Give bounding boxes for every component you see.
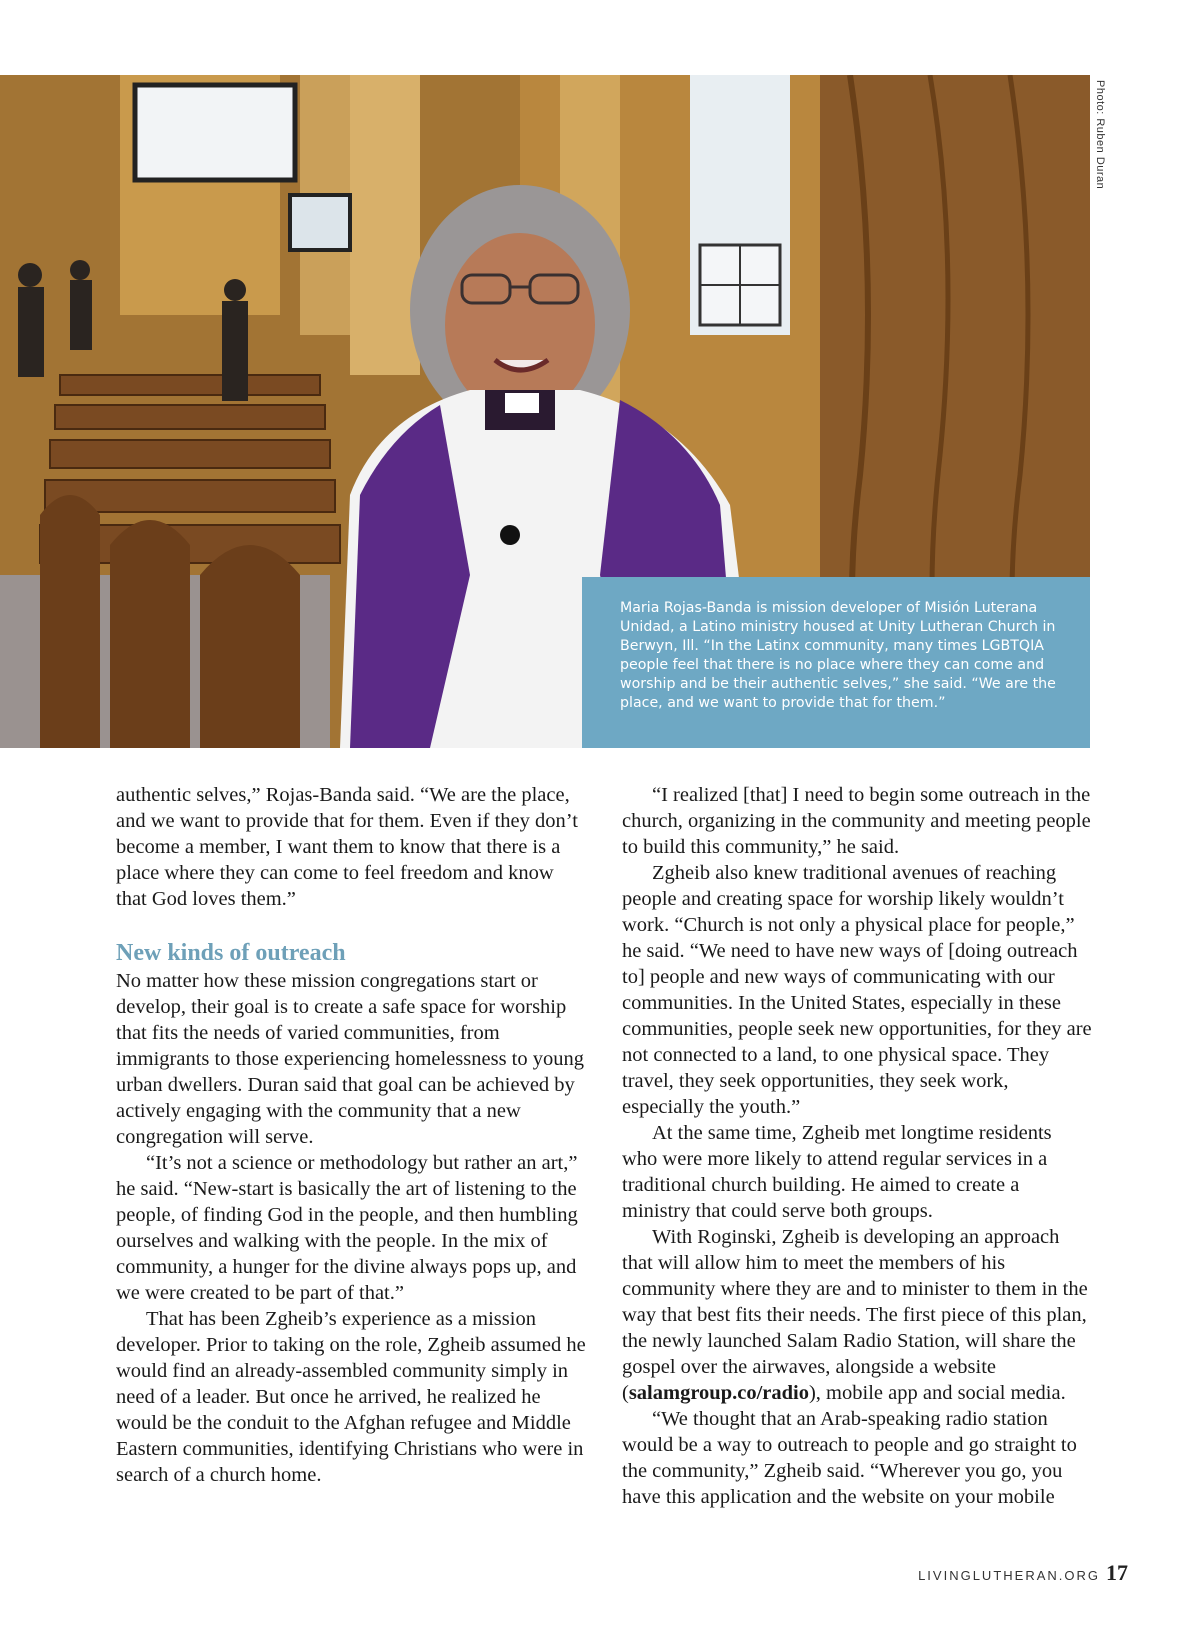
page-number: 17	[1106, 1560, 1128, 1585]
website-link[interactable]: salamgroup.co/radio	[628, 1382, 809, 1404]
paragraph: At the same time, Zgheib met longtime residents who were more likely to attend regular services in a traditional church building. He aimed to create a ministry that could serve both groups.	[622, 1122, 1052, 1222]
paragraph: That has been Zgheib’s experience as a mission developer. Prior to taking on the role, Zgheib assumed he would find an already-assembled community simply in need of a leader. But once he arrived, he realized he would be the conduit to the Afghan refugee and Middle Eastern communities, identifying Christians who were in search of a church home.	[116, 1308, 586, 1486]
left-column	[116, 782, 586, 1488]
paragraph-text: ), mobile app and social media.	[808, 1382, 1066, 1404]
paragraph	[622, 1224, 1092, 1406]
paragraph: “I realized [that] I need to begin some outreach in the church, organizing in the community and meeting people to build this community,” he said.	[622, 784, 1091, 858]
paragraph-text: With Roginski, Zgheib is developing an approach that will allow him to meet the members of his community where they are and to minister to them in the way that best fits their needs. The first piece of this plan, the newly launched Salam Radio Station, will share the gospel over the airwaves, alongside a website (	[622, 1226, 1088, 1404]
section-subhead: New kinds of outreach	[116, 940, 346, 966]
page-footer	[918, 1560, 1128, 1586]
right-column	[622, 782, 1092, 1510]
photo-caption: Maria Rojas-Banda is mission developer of Misión Luterana Unidad, a Latino ministry housed at Unity Lutheran Church in Berwyn, Ill. “In the Latinx community, many times LGBTQIA people feel that there is no place where they can come and worship and be their authentic selves,” she said. “We are the place, and we want to provide that for them.”	[582, 577, 1090, 748]
paragraph: Zgheib also knew traditional avenues of reaching people and creating space for worship likely wouldn’t work. “Church is not only a physical place for people,” he said. “We need to have new ways of [doing outreach to] people and new ways of communicating with our communities. In the United States, especially in these communities, people seek new opportunities, for they are not connected to a land, to one physical space. They travel, they seek opportunities, they seek work, especially the youth.”	[622, 862, 1092, 1118]
footer-site: LIVINGLUTHERAN.ORG	[918, 1568, 1100, 1583]
paragraph: authentic selves,” Rojas-Banda said. “We are the place, and we want to provide that for them. Even if they don’t become a member, I want them to know that there is a place where they can come to feel freedom and know that God loves them.”	[116, 784, 578, 910]
paragraph: “We thought that an Arab-speaking radio station would be a way to outreach to people and go straight to the community,” Zgheib said. “Wherever you go, you have this application and the website on your mobile	[622, 1408, 1077, 1508]
paragraph: “It’s not a science or methodology but rather an art,” he said. “New-start is basically the art of listening to the people, of finding God in the people, and then humbling ourselves and walking with the people. In the mix of community, a hunger for the divine always pops up, and we were created to be part of that.”	[116, 1152, 578, 1304]
paragraph: No matter how these mission congregations start or develop, their goal is to create a safe space for worship that fits the needs of varied communities, from immigrants to those experiencing homelessness to young urban dwellers. Duran said that goal can be achieved by actively engaging with the community that a new congregation will serve.	[116, 970, 585, 1148]
photo-credit: Photo: Ruben Duran	[1094, 80, 1106, 190]
